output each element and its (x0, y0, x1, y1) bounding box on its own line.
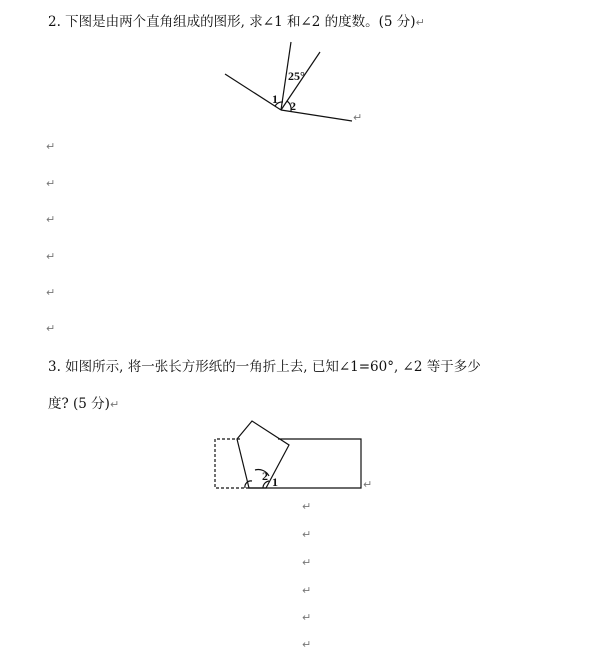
angle-25-label: 25° (288, 69, 305, 83)
paragraph-mark: ↵ (109, 398, 120, 411)
fold-angle-2-label: 2 (262, 469, 268, 483)
paragraph-mark: ↵ (363, 478, 373, 491)
problem-3-text-line-1: 3. 如图所示, 将一张长方形纸的一角折上去, 已知∠1=60°, ∠2 等于多少 (48, 359, 481, 375)
paragraph-mark: ↵ (302, 528, 312, 541)
paragraph-mark: ↵ (46, 213, 56, 226)
paragraph-mark: ↵ (46, 322, 56, 335)
paragraph-mark: ↵ (302, 556, 312, 569)
paragraph-mark: ↵ (46, 177, 56, 190)
fold-angle-1-label: 1 (272, 475, 278, 489)
paragraph-mark: ↵ (46, 286, 56, 299)
paragraph-mark: ↵ (353, 111, 363, 124)
paragraph-mark: ↵ (415, 16, 425, 29)
problem-2-text: 2. 下图是由两个直角组成的图形, 求∠1 和∠2 的度数。(5 分)↵ (48, 14, 425, 30)
paragraph-mark: ↵ (302, 584, 312, 597)
paragraph-mark: ↵ (302, 500, 312, 513)
paragraph-mark: ↵ (302, 638, 312, 651)
angle-1-label: 1 (272, 92, 278, 106)
paragraph-mark: ↵ (302, 611, 312, 624)
problem-3-text-line-2: 度? (5 分)↵ (48, 396, 120, 412)
paragraph-mark: ↵ (46, 250, 56, 263)
angle-2-label: 2 (290, 99, 296, 113)
paragraph-mark: ↵ (46, 140, 56, 153)
